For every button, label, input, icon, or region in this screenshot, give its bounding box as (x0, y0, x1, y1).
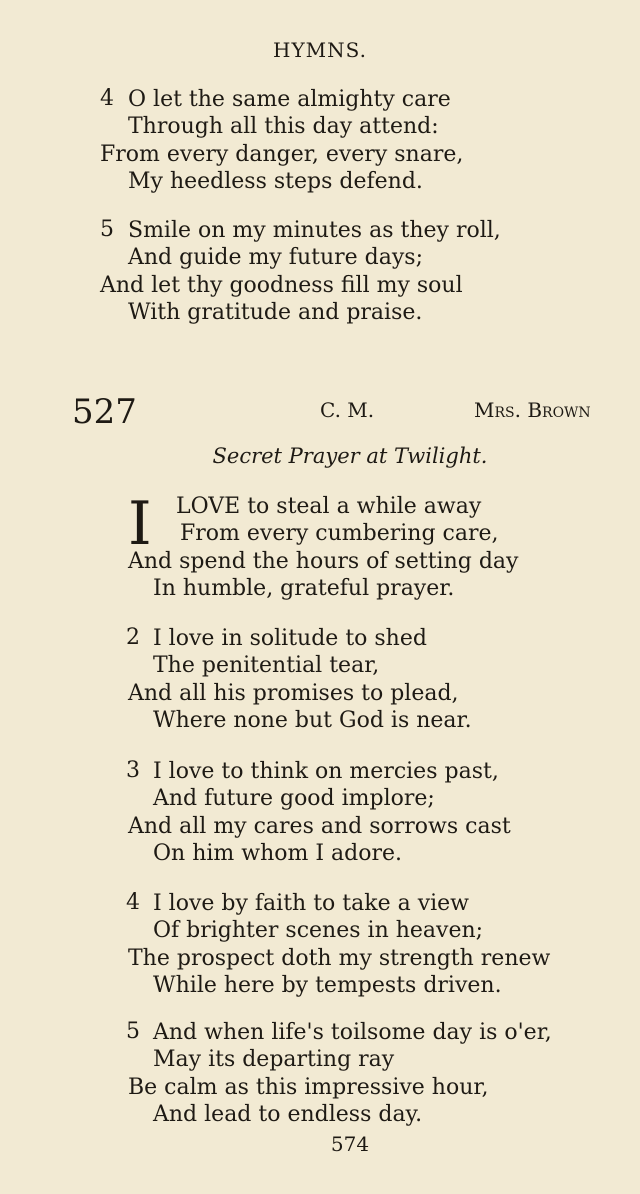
verse-line: From every danger, every snare, (100, 142, 464, 167)
hymn-title: Secret Prayer at Twilight. (212, 444, 488, 468)
stanza-number: 3 (126, 758, 140, 783)
verse-line: And when life's toilsome day is o'er, (153, 1020, 552, 1045)
verse-line: And guide my future days; (128, 245, 423, 270)
verse-line: And let thy goodness fill my soul (100, 273, 463, 298)
hymn-meter: C. M. (320, 398, 375, 422)
verse-line: And all his promises to plead, (128, 681, 459, 706)
verse-line: And future good implore; (153, 786, 435, 811)
running-header: HYMNS. (273, 38, 367, 62)
hymn-number: 527 (72, 392, 137, 432)
verse-line: I love in solitude to shed (153, 626, 427, 651)
verse-line: From every cumbering care, (180, 521, 499, 546)
verse-line: I love by faith to take a view (153, 891, 470, 916)
stanza-number: 2 (126, 625, 140, 650)
verse-line: The penitential tear, (153, 653, 380, 678)
verse-line: With gratitude and praise. (128, 300, 423, 325)
verse-line: I love to think on mercies past, (153, 759, 499, 784)
verse-line: Where none but God is near. (153, 708, 472, 733)
stanza-number: 4 (126, 890, 140, 915)
verse-line: Be calm as this impressive hour, (128, 1075, 489, 1100)
verse-line: Through all this day attend: (128, 114, 439, 139)
stanza-number: 5 (126, 1019, 140, 1044)
verse-line: My heedless steps defend. (128, 169, 423, 194)
verse-line: Smile on my minutes as they roll, (128, 218, 501, 243)
verse-line: On him whom I adore. (153, 841, 403, 866)
page-number: 574 (330, 1132, 370, 1156)
hymn-author: Mrs. Brown (474, 398, 591, 422)
verse-line: The prospect doth my strength renew (128, 946, 551, 971)
verse-line: Of brighter scenes in heaven; (153, 918, 484, 943)
verse-line: And all my cares and sorrows cast (128, 814, 511, 839)
drop-cap: I (128, 489, 152, 559)
verse-line: O let the same almighty care (128, 87, 451, 112)
verse-line: In humble, grateful prayer. (153, 576, 455, 601)
stanza-number: 4 (100, 86, 114, 111)
verse-line: And spend the hours of setting day (128, 549, 519, 574)
verse-line: LOVE to steal a while away (176, 494, 482, 519)
verse-line: While here by tempests driven. (153, 973, 502, 998)
verse-line: May its departing ray (153, 1047, 395, 1072)
stanza-number: 5 (100, 217, 114, 242)
verse-line: And lead to endless day. (153, 1102, 423, 1127)
